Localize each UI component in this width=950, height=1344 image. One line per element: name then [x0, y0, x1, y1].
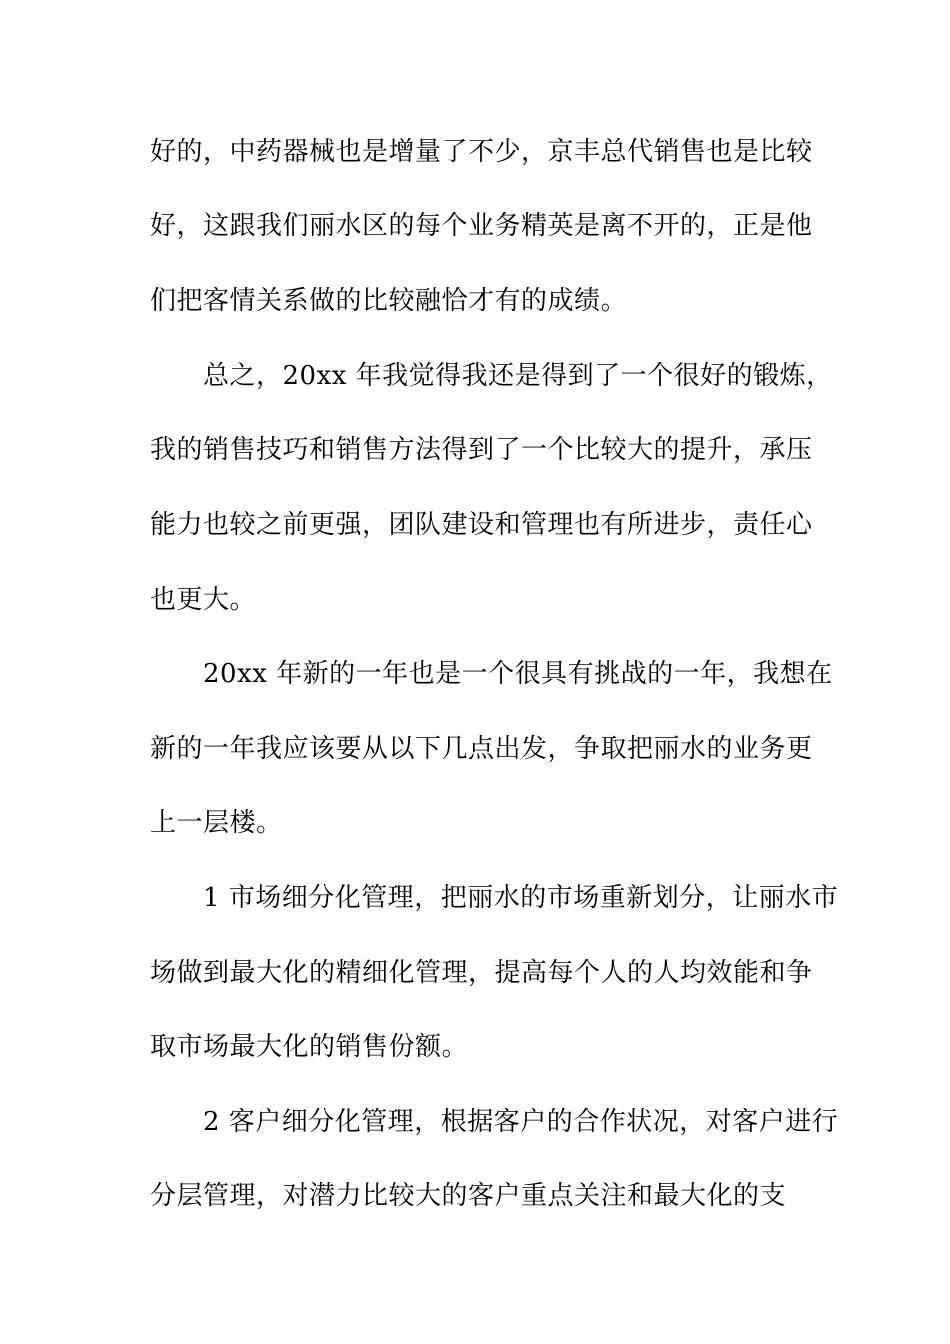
text-line: 们把客情关系做的比较融恰才有的成绩。 [150, 286, 628, 316]
paragraph-first-line: 2 客户细分化管理，根据客户的合作状况，对客户进行 [203, 1107, 839, 1137]
text-line: 我的销售技巧和销售方法得到了一个比较大的提升，承压 [150, 435, 813, 465]
text-line: 好的，中药器械也是增量了不少，京丰总代销售也是比较 [150, 137, 813, 167]
text-line: 分层管理，对潜力比较大的客户重点关注和最大化的支 [150, 1181, 787, 1211]
text-line: 也更大。 [150, 585, 257, 615]
paragraph-first-line: 总之，20xx 年我觉得我还是得到了一个很好的锻炼， [203, 361, 833, 391]
paragraph-first-line: 20xx 年新的一年也是一个很具有挑战的一年，我想在 [203, 659, 833, 689]
text-line: 上一层楼。 [150, 808, 283, 838]
text-line: 能力也较之前更强，团队建设和管理也有所进步，责任心 [150, 510, 813, 540]
text-line: 好，这跟我们丽水区的每个业务精英是离不开的，正是他 [150, 211, 813, 241]
paragraph-first-line: 1 市场细分化管理，把丽水的市场重新划分，让丽水市 [203, 883, 839, 913]
text-line: 新的一年我应该要从以下几点出发，争取把丽水的业务更 [150, 734, 813, 764]
text-line: 取市场最大化的销售份额。 [150, 1032, 469, 1062]
text-line: 场做到最大化的精细化管理，提高每个人的人均效能和争 [150, 958, 813, 988]
